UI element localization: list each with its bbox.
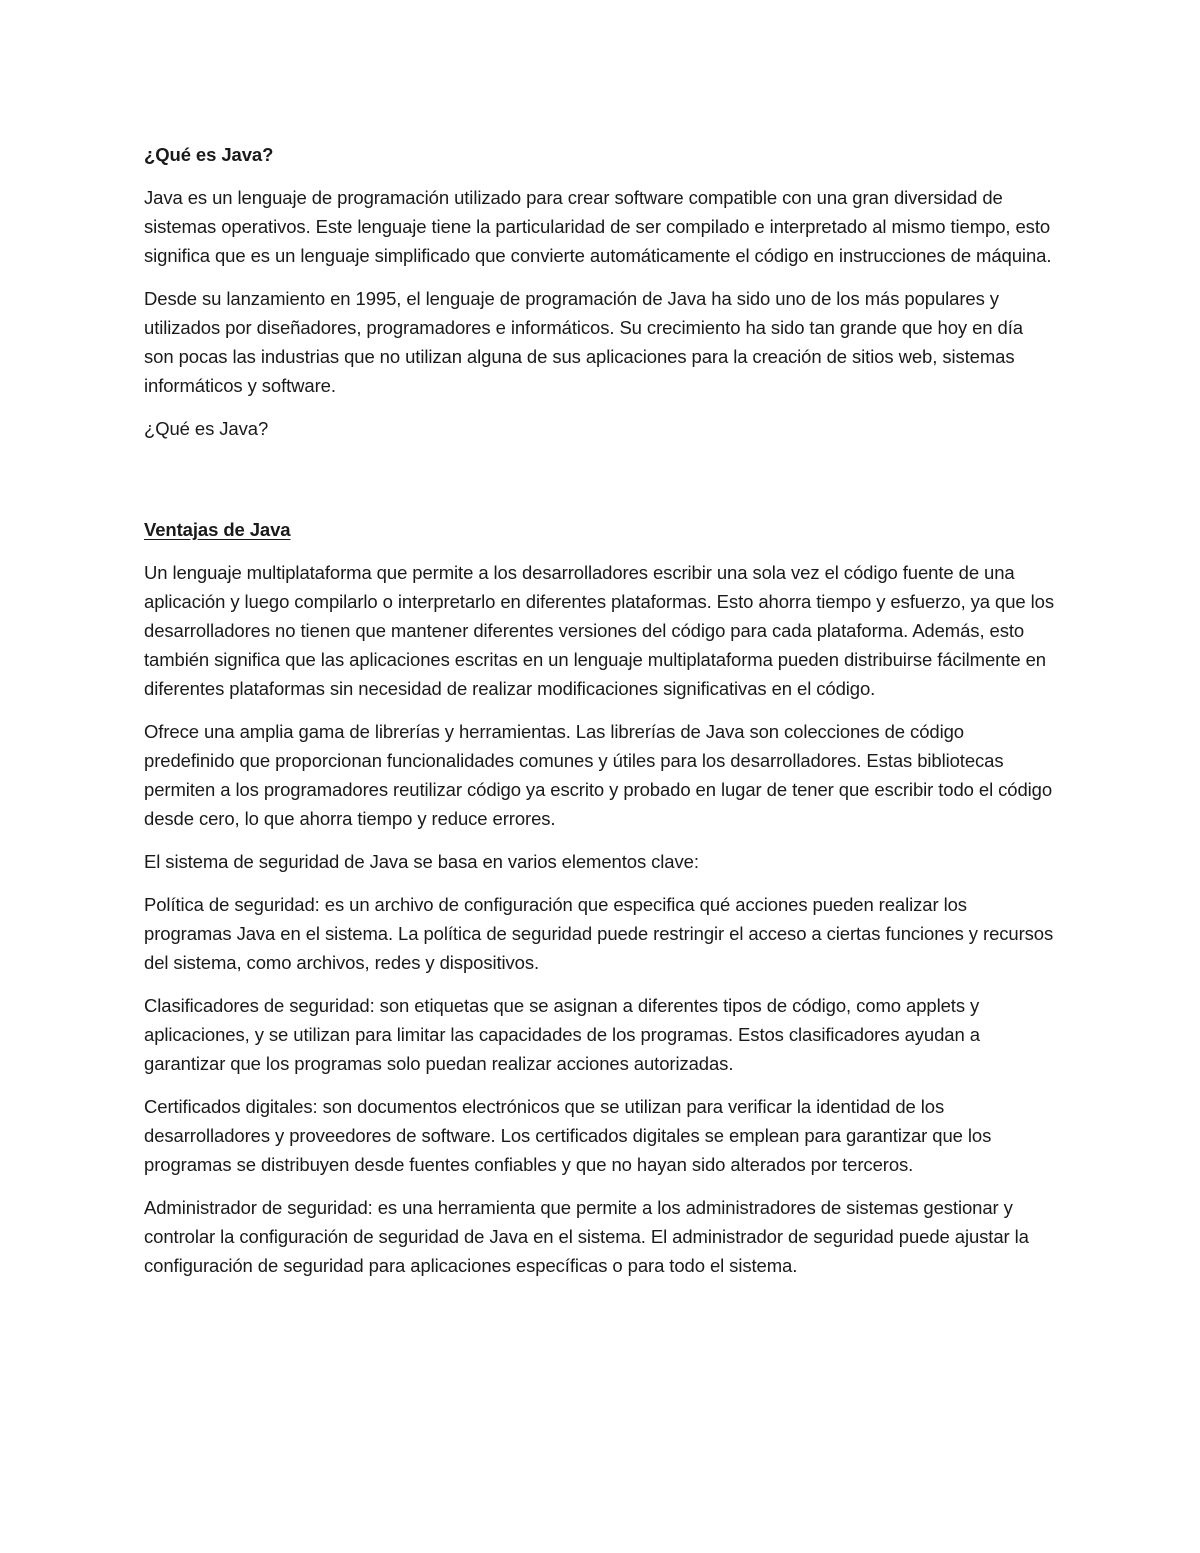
section-heading: Ventajas de Java [144,519,291,540]
document-page [144,140,1056,1294]
paragraph-security-manager: Administrador de seguridad: es una herramienta que permite a los administradores de sistemas gestionar y controlar la configuración de seguridad de Java en el sistema. El administrador de seguridad puede ajustar la configuración de seguridad para aplicaciones específicas o para todo el sistema. [144,1197,1029,1276]
paragraph-security-intro: El sistema de seguridad de Java se basa en varios elementos clave: [144,851,699,872]
paragraph-security-classifiers: Clasificadores de seguridad: son etiquetas que se asignan a diferentes tipos de código, como applets y aplicaciones, y se utilizan para limitar las capacidades de los programas. Estos clasificadores ayudan a garantizar que los programas solo puedan realizar acciones autorizadas. [144,995,980,1074]
document-title: ¿Qué es Java? [144,144,274,165]
paragraph-intro-1: Java es un lenguaje de programación utilizado para crear software compatible con una gran diversidad de sistemas operativos. Este lenguaje tiene la particularidad de ser compilado e interpretado al mismo tiempo, esto significa que es un lenguaje simplificado que convierte automáticamente el código en instrucciones de máquina. [144,187,1052,266]
paragraph-intro-2: Desde su lanzamiento en 1995, el lenguaje de programación de Java ha sido uno de los más populares y utilizados por diseñadores, programadores e informáticos. Su crecimiento ha sido tan grande que hoy en día son pocas las industrias que no utilizan alguna de sus aplicaciones para la creación de sitios web, sistemas informáticos y software. [144,288,1023,396]
paragraph-libraries: Ofrece una amplia gama de librerías y herramientas. Las librerías de Java son colecciones de código predefinido que proporcionan funcionalidades comunes y útiles para los desarrolladores. Estas bibliotecas permiten a los programadores reutilizar código ya escrito y probado en lugar de tener que escribir todo el código desde cero, lo que ahorra tiempo y reduce errores. [144,721,1053,829]
paragraph-security-policy: Política de seguridad: es un archivo de configuración que especifica qué acciones pueden realizar los programas Java en el sistema. La política de seguridad puede restringir el acceso a ciertas funciones y recursos del sistema, como archivos, redes y dispositivos. [144,894,1054,973]
paragraph-multiplatform: Un lenguaje multiplataforma que permite a los desarrolladores escribir una sola vez el código fuente de una aplicación y luego compilarlo o interpretarlo en diferentes plataformas. Esto ahorra tiempo y esfuerzo, ya que los desarrolladores no tienen que mantener diferentes versiones del código para cada plataforma. Además, esto también significa que las aplicaciones escritas en un lenguaje multiplataforma pueden distribuirse fácilmente en diferentes plataformas sin necesidad de realizar modificaciones significativas en el código. [144,562,1054,699]
paragraph-digital-certificates: Certificados digitales: son documentos electrónicos que se utilizan para verificar la identidad de los desarrolladores y proveedores de software. Los certificados digitales se emplean para garantizar que los programas se distribuyen desde fuentes confiables y que no hayan sido alterados por terceros. [144,1096,992,1175]
blank-line [144,457,1056,515]
repeated-title: ¿Qué es Java? [144,418,269,439]
